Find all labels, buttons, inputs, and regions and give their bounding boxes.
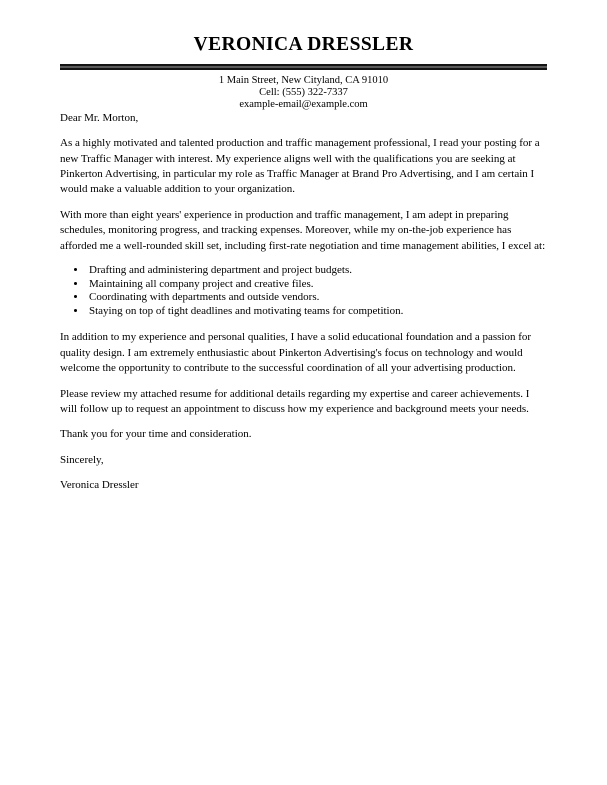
paragraph-introduction: As a highly motivated and talented production and traffic management professional, I read your posting for a new Traffic Manager with interest. My experience aligns well with the qualifications you are seeking at Pinkerton Advertising, in particular my role as Traffic Manager at Brand Pro Advertising, and I am certain I would make a valuable addition to your organization.: [60, 137, 540, 196]
header-divider-rule: [60, 64, 547, 70]
letter-body: [60, 111, 547, 494]
list-item: • Coordinating with departments and outside vendors.: [87, 291, 547, 305]
contact-phone: Cell: (555) 322-7337: [259, 86, 348, 98]
contact-block: [60, 75, 547, 111]
letter-header-name: VERONICA DRESSLER: [193, 34, 414, 55]
paragraph-resume-followup: Please review my attached resume for additional details regarding my expertise and career achievements. I will follow up to request an appointment to discuss how my experience and background meets your needs.: [60, 387, 530, 415]
paragraph-education: In addition to my experience and personal qualities, I have a solid educational foundation and a passion for quality design. I am extremely enthusiastic about Pinkerton Advertising's focus on technology and would welcome the opportunity to contribute to the successful coordination of all your advertising production.: [60, 331, 532, 375]
list-item: • Drafting and administering department and project budgets.: [87, 264, 547, 278]
signature-name: Veronica Dressler: [60, 479, 139, 492]
salutation: Dear Mr. Morton,: [60, 111, 139, 124]
thank-you-line: Thank you for your time and consideration.: [60, 428, 252, 441]
list-item: • Maintaining all company project and creative files.: [87, 278, 547, 292]
closing-salutation: Sincerely,: [60, 453, 104, 466]
list-item: • Staying on top of tight deadlines and motivating teams for competition.: [87, 305, 547, 319]
paragraph-experience: With more than eight years' experience in production and traffic management, I am adept in preparing schedules, monitoring progress, and tracking expenses. Moreover, while my on-the-job experience has afforded me a well-rounded skill set, including first-rate negotiation and time management abilities, I excel at:: [60, 208, 546, 252]
skills-bullet-list: [60, 264, 547, 318]
contact-address: 1 Main Street, New Cityland, CA 91010: [218, 75, 389, 86]
contact-email: example-email@example.com: [239, 98, 368, 110]
